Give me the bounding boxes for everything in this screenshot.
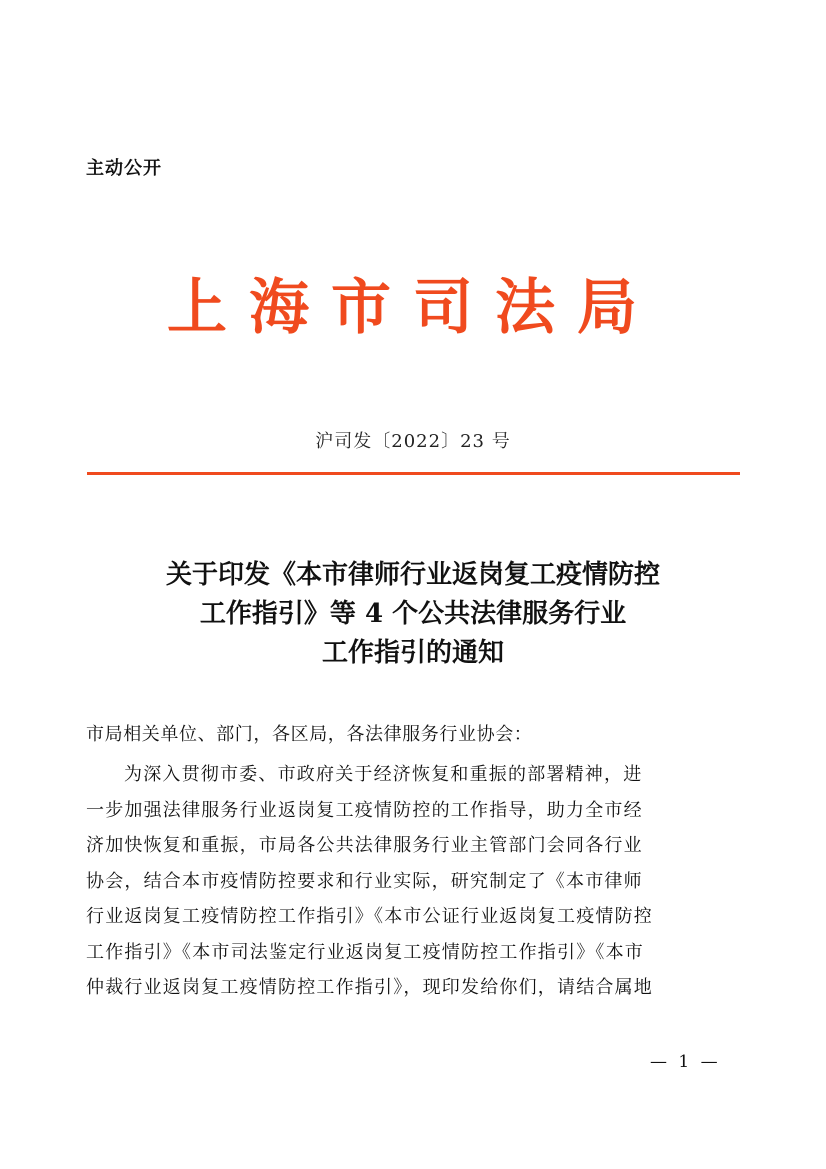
body-line: 协会，结合本市疫情防控要求和行业实际，研究制定了《本市律师	[86, 870, 643, 892]
body-line: 工作指引》《本市司法鉴定行业返岗复工疫情防控工作指引》《本市	[86, 941, 644, 963]
body-line: 为深入贯彻市委、市政府关于经济恢复和重振的部署精神，进	[124, 764, 643, 785]
disclosure-label: 主动公开	[86, 158, 162, 179]
notice-title-line-1: 关于印发《本市律师行业返岗复工疫情防控	[165, 560, 660, 590]
issuer-title: 上海市司法局	[167, 273, 659, 343]
body-paragraph	[86, 757, 742, 1006]
body-line: 一步加强法律服务行业返岗复工疫情防控的工作指导，助力全市经	[86, 799, 643, 821]
red-divider	[87, 472, 740, 475]
salutation: 市局相关单位、部门，各区局，各法律服务行业协会：	[86, 724, 533, 745]
notice-title-line-2: 工作指引》等 4 个公共法律服务行业	[199, 599, 627, 629]
body-line: 行业返岗复工疫情防控工作指引》《本市公证行业返岗复工疫情防控	[86, 906, 653, 927]
body-line: 仲裁行业返岗复工疫情防控工作指引》，现印发给你们，请结合属地	[86, 977, 653, 998]
notice-title	[86, 556, 740, 673]
notice-title-line-3: 工作指引的通知	[321, 638, 504, 668]
document-number: 沪司发〔2022〕23 号	[315, 431, 511, 452]
body-line: 济加快恢复和重振，市局各公共法律服务行业主管部门会同各行业	[86, 835, 643, 856]
page-number: — 1 —	[650, 1052, 721, 1072]
